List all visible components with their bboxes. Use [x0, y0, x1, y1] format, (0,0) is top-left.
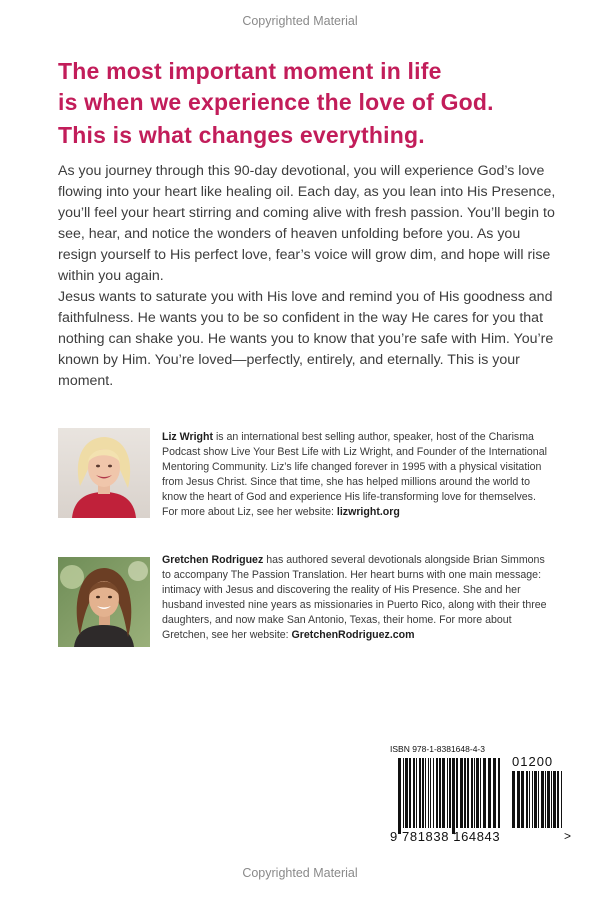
barcode-bar [538, 771, 539, 828]
barcode-bar [439, 758, 441, 828]
barcode-bar [425, 758, 426, 828]
barcode-bar [442, 758, 445, 828]
barcode-bar [545, 771, 546, 828]
copyright-watermark-top: Copyrighted Material [242, 14, 358, 28]
barcode-bar [409, 758, 411, 828]
author-website: GretchenRodriguez.com [291, 629, 415, 641]
barcode-bar [476, 758, 479, 828]
barcode-bar [419, 758, 421, 828]
barcode-bar [557, 771, 559, 828]
barcode-bar [561, 771, 562, 828]
barcode-bar [464, 758, 466, 828]
barcode-bar [512, 771, 515, 828]
barcode-bar [553, 771, 556, 828]
author-website: lizwright.org [336, 506, 400, 518]
barcode-bar [456, 758, 458, 828]
author-bio-liz-wright [162, 430, 552, 520]
barcode-bar [467, 758, 469, 828]
barcode-bar [430, 758, 431, 828]
subheadline: This is what changes everything. [58, 122, 425, 148]
barcode-bar [471, 758, 473, 828]
author-bio-gretchen-rodriguez [162, 553, 552, 643]
headline [58, 56, 578, 118]
body-paragraph-2: Jesus wants to saturate you with His love and remind you of His goodness and faithfulness. He wants you to be so confident in the way He cares for you that nothing can shake you. He wants you to know that you’re safe with Him. You’re known by Him. You’re loved—perfectly, entirely, and eternally. This is your moment. [58, 289, 554, 389]
barcode-bar [526, 771, 528, 828]
author-name: Liz Wright [162, 431, 213, 443]
barcode-bar [541, 771, 544, 828]
barcode-bar [449, 758, 451, 828]
author-name: Gretchen Rodriguez [162, 554, 264, 566]
barcode-bar [488, 758, 491, 828]
body-paragraph-1: As you journey through this 90-day devotional, you will experience God’s love flowing into your heart like healing oil. Each day, as you lean into His Presence, you’ll feel your heart stirring and coming alive with fresh passion. You’ll begin to see, hear, and notice the wonders of heaven unfolding before you. As you resign yourself to His perfect love, fear’s voice will grow dim, and hope will rise within you again. [58, 163, 556, 284]
isbn-label: ISBN 978-1-8381648-4-3 [390, 744, 485, 754]
barcode-bar [422, 758, 424, 828]
barcode-bar [403, 758, 404, 828]
barcode-bar [547, 771, 550, 828]
isbn-barcode [390, 744, 572, 848]
author-photo-gretchen-rodriguez [58, 557, 150, 647]
headline-line-1: The most important moment in life [58, 58, 442, 84]
barcode-bar [416, 758, 417, 828]
barcode-bar [493, 758, 496, 828]
barcode-bar [398, 758, 401, 834]
barcode-bar [517, 771, 520, 828]
barcode-bar [413, 758, 415, 828]
barcode-bars-addon [512, 771, 566, 834]
barcode-bar [534, 771, 537, 828]
barcode-bar [452, 758, 455, 834]
copyright-watermark-bottom: Copyrighted Material [242, 866, 358, 880]
price-code: 01200 [512, 754, 554, 769]
barcode-bar [405, 758, 408, 828]
barcode-bar [532, 771, 533, 828]
author-bio-text: is an international best selling author, speaker, host of the Charisma Podcast show Live Your Best Life with Liz Wright, and Founder of the International Mentoring Community. Liz’s life changed forever in 1995 with a physical visitation from Jesus Christ. Since that time, she has helped millions around the world to know the heart of God and experience His life-transforming love for themselves. For more about Liz, see her website: [162, 431, 547, 518]
barcode-bar [551, 771, 552, 828]
barcode-digits: 9 781838 164843 [390, 829, 501, 844]
barcode-bar [498, 758, 500, 828]
barcode-bar [428, 758, 429, 828]
barcode-bar [436, 758, 438, 828]
barcode-bar [474, 758, 475, 828]
barcode-quiet-zone-marker: > [564, 829, 572, 843]
barcode-bar [447, 758, 448, 828]
barcode-bar [433, 758, 434, 828]
barcode-bar [521, 771, 524, 828]
barcode-bars-main [398, 758, 504, 834]
barcode-bar [480, 758, 481, 828]
barcode-bar [529, 771, 530, 828]
headline-line-2: is when we experience the love of God. [58, 89, 494, 115]
barcode-bar [460, 758, 463, 828]
author-bio-text: has authored several devotionals alongside Brian Simmons to accompany The Passion Translation. Her heart burns with one main message: intimacy with Jesus and discovering the reality of His Presence. She and her husband invested nine years as missionaries in Puerto Rico, along with their three daughters, and now make San Antonio, Texas, their home. For more about Gretchen, see her website: [162, 554, 547, 641]
author-photo-liz-wright [58, 428, 150, 518]
barcode-bar [483, 758, 486, 828]
